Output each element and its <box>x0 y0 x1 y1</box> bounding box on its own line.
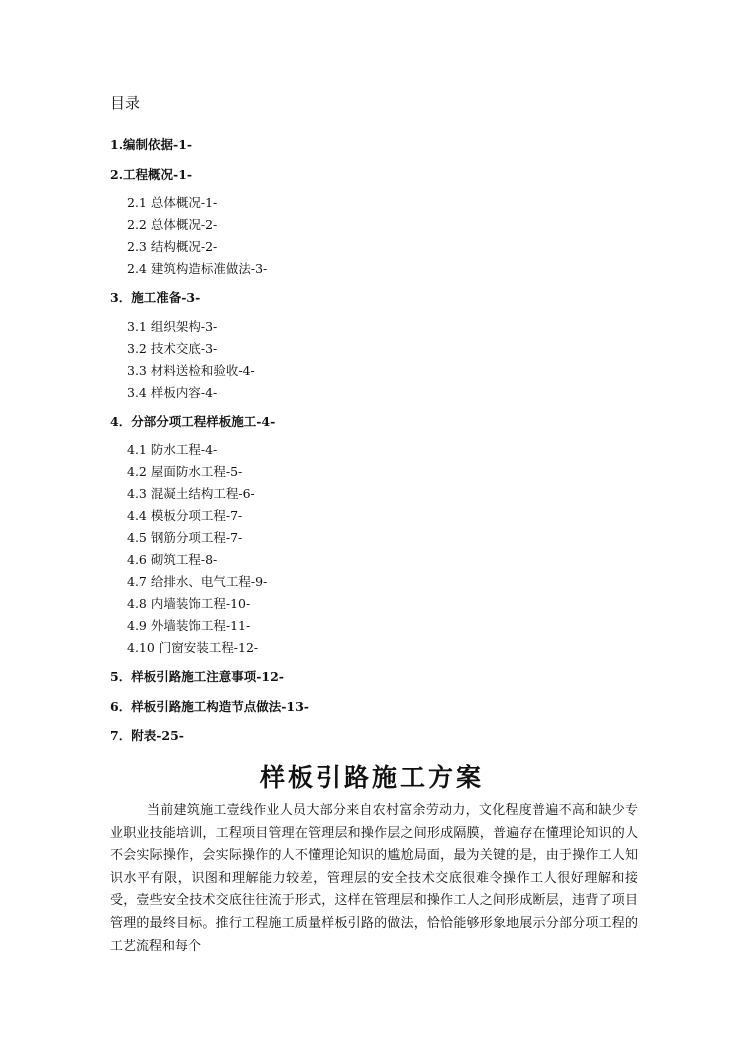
toc-entry[interactable]: 2.工程概况-1- <box>110 167 193 182</box>
toc-entry[interactable]: 1.编制依据-1- <box>110 137 193 152</box>
toc-entry[interactable]: 4.7 给排水、电气工程-9- <box>127 574 268 589</box>
toc-entry[interactable]: 3.3 材料送检和验收-4- <box>127 363 255 378</box>
toc-entry[interactable]: 2.1 总体概况-1- <box>127 195 218 210</box>
body-paragraph: 当前建筑施工壹线作业人员大部分来自农村富余劳动力，文化程度普遍不高和缺少专业职业技能培训，工程项目管理在管理层和操作层之间形成隔膜，普遍存在懂理论知识的人不会实际操作，会实际操作的人不懂理论知识的尴尬局面，最为关键的是，由于操作工人知识水平有限，识图和理解能力较差，管理层的安全技术交底很难令操作工人很好理解和接受，壹些安全技术交底往往流于形式，这样在管理层和操作工人之间形成断层，违背了项目管理的最终目标。推行工程施工质量样板引路的做法，恰恰能够形象地展示分部分项工程的工艺流程和每个 <box>110 803 638 954</box>
toc-entry[interactable]: 4．分部分项工程样板施工-4- <box>110 414 276 429</box>
toc-entry[interactable]: 7．附表-25- <box>110 728 184 743</box>
toc-entry[interactable]: 4.8 内墙装饰工程-10- <box>127 596 251 611</box>
toc-entry[interactable]: 4.3 混凝土结构工程-6- <box>127 486 255 501</box>
toc-entry[interactable]: 2.2 总体概况-2- <box>127 217 218 232</box>
document-title: 样板引路施工方案 <box>259 763 484 792</box>
toc-entry[interactable]: 3.1 组织架构-3- <box>127 319 218 334</box>
toc-entry[interactable]: 6．样板引路施工构造节点做法-13- <box>110 699 309 714</box>
toc-entry[interactable]: 3.2 技术交底-3- <box>127 341 218 356</box>
toc-entry[interactable]: 3．施工准备-3- <box>110 290 201 305</box>
toc-entry[interactable]: 4.10 门窗安装工程-12- <box>127 640 259 655</box>
toc-entry[interactable]: 2.3 结构概况-2- <box>127 239 218 254</box>
toc-entry[interactable]: 4.6 砌筑工程-8- <box>127 552 218 567</box>
toc-entry[interactable]: 4.4 模板分项工程-7- <box>127 508 243 523</box>
toc-entry[interactable]: 3.4 样板内容-4- <box>127 385 218 400</box>
toc-entry[interactable]: 4.9 外墙装饰工程-11- <box>127 618 251 633</box>
toc-entry[interactable]: 5．样板引路施工注意事项-12- <box>110 669 284 684</box>
toc-entry[interactable]: 4.2 屋面防水工程-5- <box>127 464 243 479</box>
toc-entry[interactable]: 2.4 建筑构造标准做法-3- <box>127 261 268 276</box>
toc-entry[interactable]: 4.5 钢筋分项工程-7- <box>127 530 243 545</box>
toc-entry[interactable]: 4.1 防水工程-4- <box>127 442 218 457</box>
toc-title: 目录 <box>110 94 141 112</box>
